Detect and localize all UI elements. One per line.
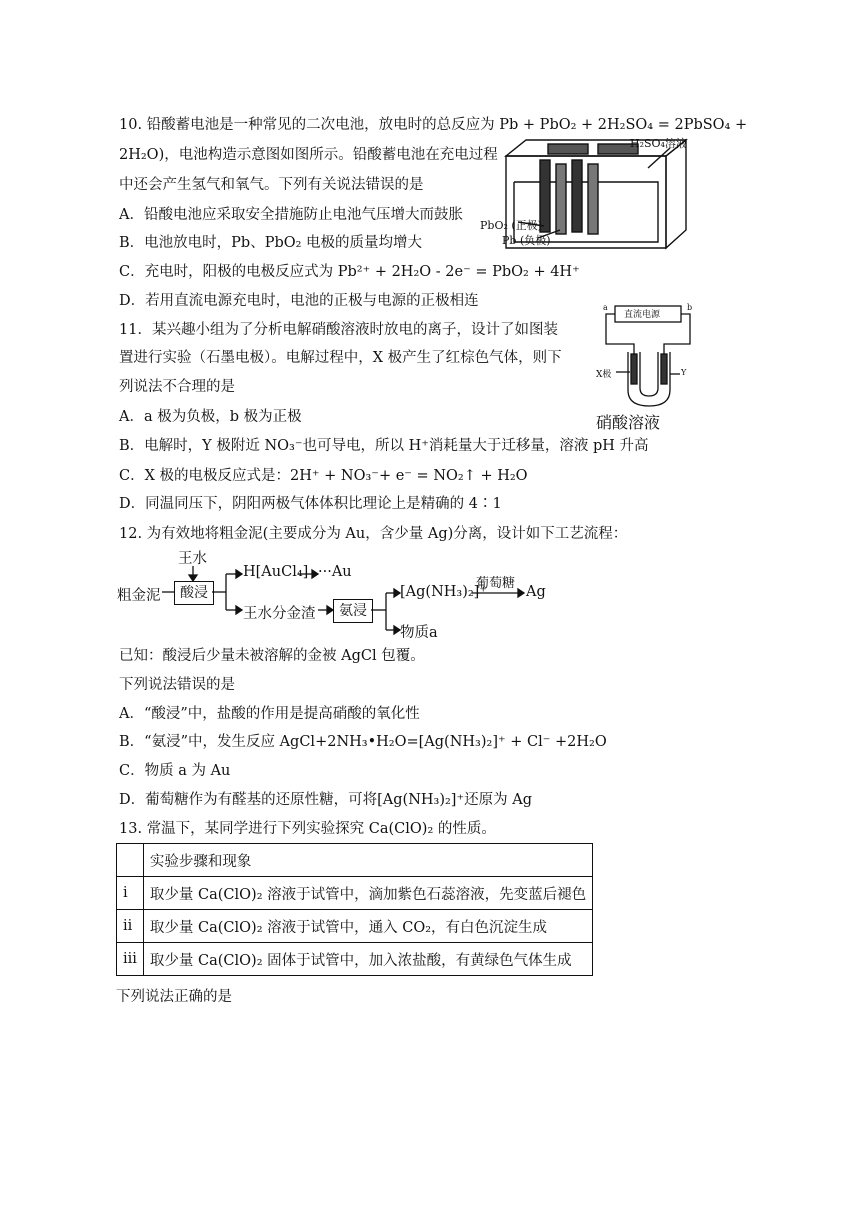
q11-option-a: A．a 极为负极，b 极为正极 (119, 409, 302, 425)
table-header-index (117, 844, 144, 877)
q10-option-d: D．若用直流电源充电时，电池的正极与电源的正极相连 (119, 293, 479, 309)
q11-stem-line2: 置进行实验（石墨电极）。电解过程中，X 极产生了红棕色气体，则下 (119, 350, 562, 366)
electrode-y-label: Y (681, 368, 687, 377)
row-text: 取少量 Ca(ClO)₂ 溶液于试管中，通入 CO₂，有白色沉淀生成 (143, 910, 592, 943)
q12-question: 下列说法错误的是 (119, 677, 235, 693)
q11-stem-line3: 列说法不合理的是 (119, 379, 235, 395)
q11-option-b: B．电解时，Y 极附近 NO₃⁻也可导电，所以 H⁺消耗量大于迁移量，溶液 pH 升高 (119, 438, 649, 454)
q12-option-d: D．葡萄糖作为有醛基的还原性糖，可将[Ag(NH₃)₂]⁺还原为 Ag (119, 792, 532, 808)
q12-option-b: B．“氨浸”中，发生反应 AgCl+2NH₃•H₂O=[Ag(NH₃)₂]⁺ + Cl⁻ +2H₂O (119, 734, 607, 750)
haucl4-label: H[AuCl₄] (243, 564, 309, 580)
silver-complex-label: [Ag(NH₃)₂]⁺ (400, 584, 487, 600)
q13-question: 下列说法正确的是 (116, 989, 232, 1005)
q10-option-c: C．充电时，阳极的电极反应式为 Pb²⁺ + 2H₂O - 2e⁻ = PbO₂ + 4H⁺ (119, 264, 580, 280)
nitric-acid-caption: 硝酸溶液 (596, 413, 661, 432)
row-text: 取少量 Ca(ClO)₂ 固体于试管中，加入浓盐酸，有黄绿色气体生成 (143, 943, 592, 976)
electrode-x-label: X极 (596, 370, 612, 380)
terminal-b-label: b (687, 303, 693, 312)
residue-label: 王水分金渣 (243, 606, 316, 622)
q10-option-a: A．铅酸电池应采取安全措施防止电池气压增大而鼓胀 (119, 207, 463, 223)
dc-power-label: 直流电源 (624, 310, 661, 320)
q12-stem: 12. 为有效地将粗金泥(主要成分为 Au，含少量 Ag)分离，设计如下工艺流程： (119, 526, 628, 542)
q10-option-b: B．电池放电时，Pb、PbO₂ 电极的质量均增大 (119, 235, 423, 251)
q10-stem-line3: 中还会产生氢气和氧气。下列有关说法错误的是 (119, 177, 424, 193)
terminal-a-label: a (603, 303, 608, 312)
row-text: 取少量 Ca(ClO)₂ 溶液于试管中，滴加紫色石蕊溶液，先变蓝后褪色 (143, 877, 592, 910)
acid-leach-box: 酸浸 (174, 581, 214, 605)
h2so4-label: H₂SO₄溶液 (630, 137, 687, 150)
q11-option-c: C．X 极的电极反应式是：2H⁺ + NO₃⁻+ e⁻ = NO₂↑ + H₂O (119, 468, 528, 484)
row-id: i (117, 877, 144, 910)
pb-label: Pb (负极) (502, 234, 551, 247)
crude-gold-label: 粗金泥 (117, 588, 161, 604)
q11-option-d: D．同温同压下，阴阳两极气体体积比理论上是精确的 4∶1 (119, 496, 502, 512)
q13-stem: 13. 常温下，某同学进行下列实验探究 Ca(ClO)₂ 的性质。 (119, 821, 496, 837)
table-row (117, 910, 593, 943)
silver-product-label: Ag (526, 584, 546, 600)
table-header-row (117, 844, 593, 877)
ammonia-leach-box: 氨浸 (333, 599, 373, 623)
table-row (117, 943, 593, 976)
experiment-table (116, 843, 593, 976)
glucose-label: 葡萄糖 (476, 576, 516, 591)
q10-stem-line2: 2H₂O)，电池构造示意图如图所示。铅酸蓄电池在充电过程 (119, 147, 498, 163)
row-id: iii (117, 943, 144, 976)
q10-stem-line1: 10. 铅酸蓄电池是一种常见的二次电池，放电时的总反应为 Pb + PbO₂ + 2H₂SO₄ = 2PbSO₄ + (119, 117, 748, 133)
aqua-regia-label: 王水 (178, 551, 207, 567)
q12-option-c: C．物质 a 为 Au (119, 763, 231, 779)
table-row (117, 877, 593, 910)
gold-product-label: ···Au (318, 564, 352, 580)
q11-stem-line1: 11．某兴趣小组为了分析电解硝酸溶液时放电的离子，设计了如图装 (119, 322, 558, 338)
q12-option-a: A．“酸浸”中，盐酸的作用是提高硝酸的氧化性 (119, 706, 420, 722)
substance-a-label: 物质a (400, 625, 438, 641)
q12-known: 已知：酸浸后少量未被溶解的金被 AgCl 包覆。 (119, 648, 425, 664)
row-id: ii (117, 910, 144, 943)
table-header-steps: 实验步骤和现象 (143, 844, 592, 877)
pbo2-label: PbO₂ (正极) (480, 219, 542, 232)
